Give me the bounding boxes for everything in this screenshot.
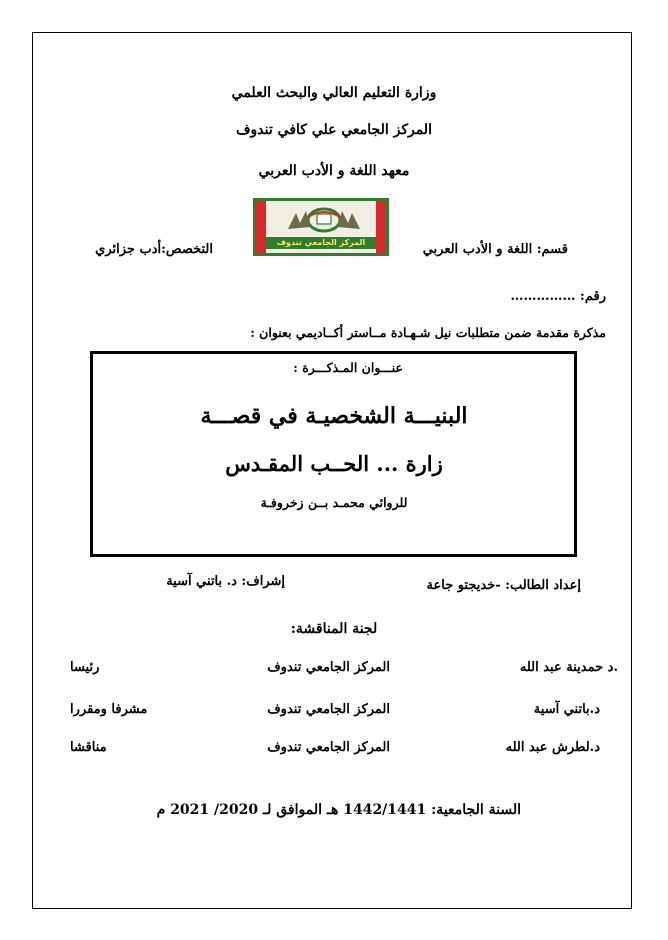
- committee-member-role: مناقشا: [70, 740, 107, 755]
- committee-member-role: رئيسا: [70, 660, 100, 675]
- logo-caption: المركز الجامعي تندوف: [266, 237, 376, 249]
- logo-left-stripe: [256, 201, 266, 253]
- committee-member-role: مشرفا ومقررا: [70, 702, 148, 717]
- institute-line: معهد اللغة و الأدب العربي: [258, 163, 410, 179]
- supervisor-line: إشراف: د. باتني آسية: [166, 574, 285, 589]
- university-center-line: المركز الجامعي علي كافي تندوف: [236, 122, 432, 138]
- specialty-label: التخصص:أدب جزائري: [95, 242, 213, 257]
- committee-member-name: د.لطرش عبد الله: [505, 740, 600, 755]
- logo-right-stripe: [376, 201, 386, 253]
- thesis-label: عنـــوان المـذكـــرة :: [293, 360, 403, 375]
- thesis-title-line2: زارة ... الحــب المقـدس: [225, 451, 443, 476]
- thesis-title-line1: البنيـــة الشخصيـة في قصـــة: [200, 403, 468, 429]
- committee-member-name: .د حمدينة عبد الله: [519, 660, 618, 675]
- academic-year: السنة الجامعية: 1442/1441 هـ الموافق لـ 2020/ 2021 م: [156, 802, 521, 818]
- university-logo: [253, 198, 389, 256]
- logo-emblem-icon: [286, 205, 362, 235]
- committee-member-name: د.باتني آسية: [533, 702, 600, 717]
- committee-member-institution: المركز الجامعي تندوف: [267, 740, 390, 755]
- committee-member-institution: المركز الجامعي تندوف: [267, 660, 390, 675]
- department-label: قسم: اللغة و الأدب العربي: [422, 242, 568, 257]
- prepared-by: إعداد الطالب: -خديجتو جاعة: [426, 578, 581, 593]
- memo-intro: مذكرة مقدمة ضمن متطلبات نيل شـهـادة مــاستر أكــاديمي بعنوان :: [250, 325, 606, 340]
- number-field: رقم: ……………: [510, 289, 606, 304]
- committee-heading: لجنة المناقشة:: [290, 621, 378, 637]
- ministry-line: وزارة التعليم العالي والبحث العلمي: [231, 85, 437, 101]
- committee-member-institution: المركز الجامعي تندوف: [267, 702, 390, 717]
- thesis-author-line: للروائي محمـد بــن زخروفـة: [260, 495, 408, 510]
